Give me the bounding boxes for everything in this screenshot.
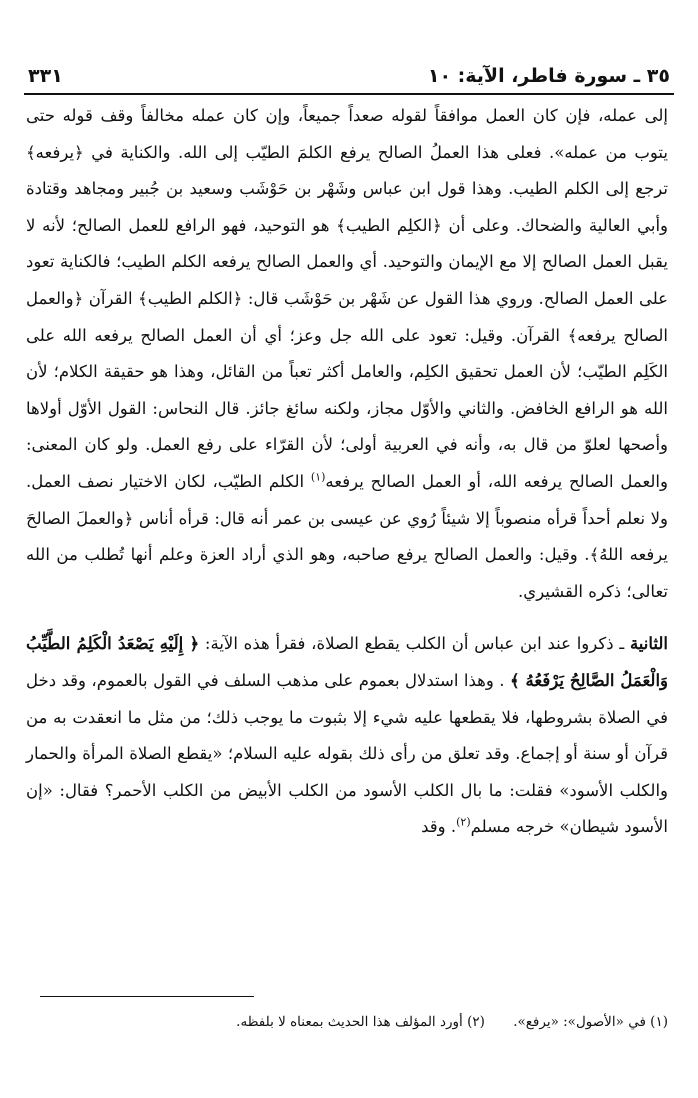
text-line: المرأة والحمار والكلب الأسود» فقلت: ما بال الكلب الأسود من الكلب [26,744,668,800]
quran-verse: ﴿ إِلَيْهِ يَصْعَدُ الْكَلِمُ الطَّيِّبُ وَالْعَمَلُ الصَّالِحُ يَرْفَعُهُ ﴾ [26,634,669,690]
text-line: وسعيد بن جُبير ومجاهد وقتادة وأبي العالية والضحاك. وعلى أن ﴿الكلِم الطيب﴾ هو [26,179,668,235]
text-line: . وقد [421,817,457,837]
text-line: الكلم الطيّب، لكان الاختيار نصف العمل. ولا [26,471,668,528]
text-line: ولكنه سائغ جائز. قال النحاس: القول الأوّل أولاها وأصحها لعلوّ من قال به، وأنه [26,398,668,455]
text-line: ﴿والعمل الصالح يرفعه﴾ القرآن. وقيل: تعود على الله جل وعز؛ أي أن العمل [26,288,668,345]
text-line: على مذهب السلف في القول بالعموم، وقد دخل في الصلاة بشروطها، فلا [26,670,668,727]
footnote-divider [40,996,254,997]
footnote-1: (١) في «الأصول»: «يرفع». [513,1014,668,1030]
footnote-2: (٢) أورد المؤلف هذا الحديث بمعناه لا بلفظه. [236,1014,485,1030]
text-line: والتوحيد. أي والعمل الصالح يرفعه الكلم الطيب؛ فالكناية تعود على العمل [26,252,669,308]
text-line: إلى عمله، فإن كان العمل موافقاً لقوله صعداً جميعاً، وإن كان عمله مخالفاً وقف قوله [62,106,668,125]
section-1-paragraph [26,98,668,610]
main-text [26,98,668,846]
text-line: الصالح يرفعه الله على الكَلِم الطيّب؛ لأن العمل تحقيق الكلِم، والعامل أكثر تعباً من [26,325,668,382]
section-label: الثانية [629,634,668,654]
text-line: حتى يتوب من عمله». فعلى هذا العملُ الصالح يرفع الكلمَ الطيّب إلى الله. والكناية [26,106,669,162]
text-line: القائل، وهذا هو حقيقة الكلام؛ لأن الله هو الرافع الخافض. والثاني والأوّل مجاز، [26,362,668,418]
text-line: نعلم أحداً قرأه منصوباً إلا شيئاً رُوي عن عيسى بن عمر أنه قال: قرأه أناس ﴿والعملَ [76,508,646,528]
text-line: الأبيض من الكلب الأحمر؟ فقال: «إن الأسود شيطان» خرجه مسلم [26,780,668,837]
text-line: أنها تُطلب من الله تعالى؛ ذكره القشيري. [26,545,668,601]
running-title: ٣٥ ـ سورة فاطر، الآية: ١٠ [427,65,670,87]
section-2-paragraph [26,626,668,846]
text-line: ـ ذكروا عند ابن عباس أن الكلب يقطع الصلاة، فقرأ هذه الآية: [204,634,630,654]
footnote-ref-2: (٢) [456,815,471,829]
header-divider [24,93,674,95]
footnotes [30,1010,668,1034]
text-line: أو سنة أو إجماع. وقد تعلق من رأى ذلك بقوله عليه السلام؛ «يقطع الصلاة [129,744,629,764]
page-header [28,60,670,92]
footnote-ref-1: (١) [310,470,326,484]
text-line: الصالح. وروي هذا القول عن شَهْر بن حَوْشَب قال: ﴿الكلم الطيب﴾ القرآن [88,288,589,308]
text-line: الصالحَ يرفعه اللهُ﴾. وقيل: والعمل الصالح يرفع صاحبه، وهو الذي أراد العزة وعلم [26,508,669,565]
text-line: في العربية أولى؛ لأن القرّاء على رفع العمل. ولو كان المعنى: والعمل الصالح [26,435,668,491]
page-number: ٣٣١ [28,65,63,87]
text-line: التوحيد، فهو الرافع للعمل الصالح؛ لأنه لا يقبل العمل الصالح إلا مع الإيمان [26,215,668,272]
text-line: يرفعه الله، أو العمل الصالح يرفعه [325,471,563,491]
text-line: في ﴿يرفعه﴾ ترجع إلى الكلم الطيب. وهذا قول ابن عباس وشَهْر بن حَوْشَب [26,142,668,199]
text-line: . وهذا استدلال بعموم [358,670,510,690]
text-line: يقطعها عليه شيء إلا بثبوت ما يوجب ذلك؛ من مثل ما انعقدت به من قرآن [26,707,669,764]
